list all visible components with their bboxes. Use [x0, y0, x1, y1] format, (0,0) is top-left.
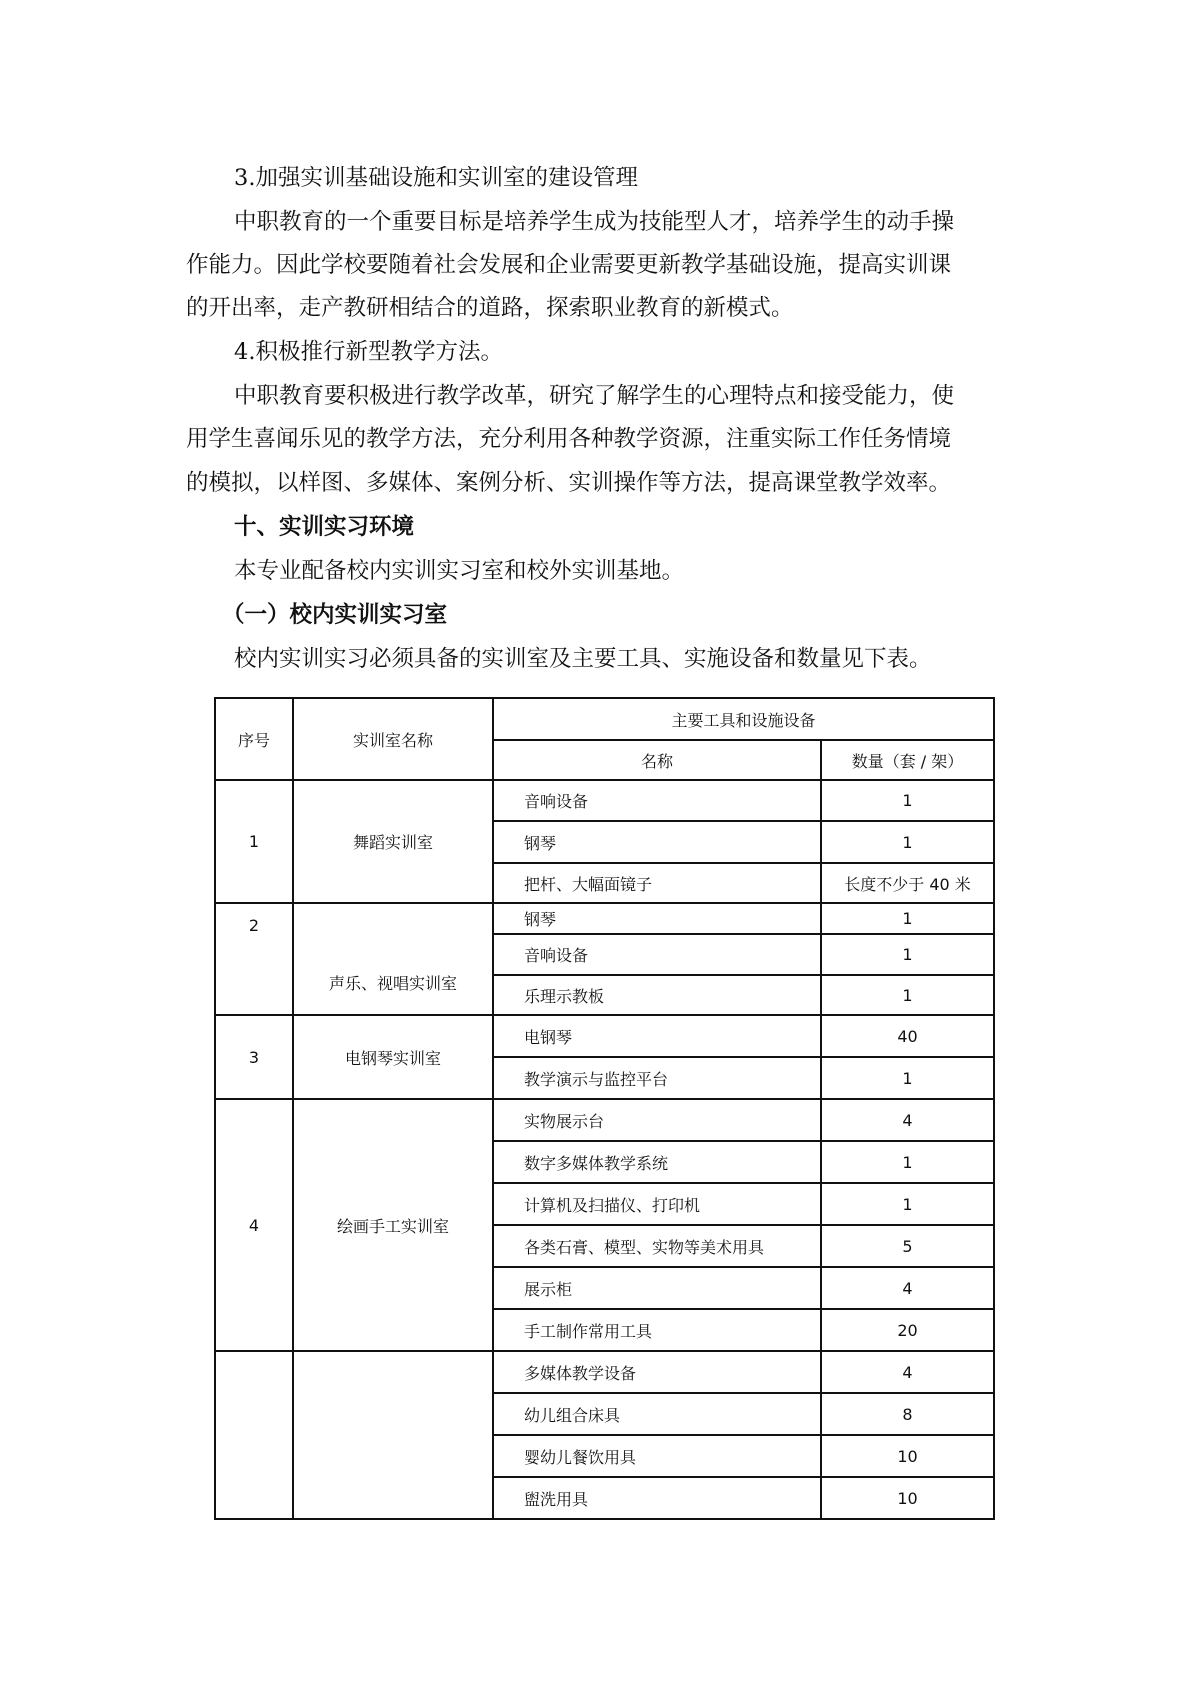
item-qty: 长度不少于 40 米 — [821, 863, 994, 903]
item-name: 各类石膏、模型、实物等美术用具 — [493, 1225, 821, 1267]
paragraph-line: 本专业配备校内实训实习室和校外实训基地。 — [234, 558, 685, 584]
row-room: 声乐、视唱实训室 — [293, 903, 493, 1015]
item-qty: 10 — [821, 1477, 994, 1519]
item-qty: 4 — [821, 1267, 994, 1309]
section-heading: 十、实训实习环境 — [234, 514, 415, 540]
item-name: 教学演示与监控平台 — [493, 1057, 821, 1099]
item-qty: 1 — [821, 934, 994, 975]
paragraph-heading-3: 3.加强实训基础设施和实训室的建设管理 — [234, 165, 638, 191]
header-qty: 数量（套 / 架） — [821, 740, 994, 780]
row-room: 绘画手工实训室 — [293, 1099, 493, 1351]
item-qty: 1 — [821, 1141, 994, 1183]
item-name: 婴幼儿餐饮用具 — [493, 1435, 821, 1477]
row-room: 电钢琴实训室 — [293, 1015, 493, 1099]
table-row — [215, 1099, 994, 1141]
item-qty: 4 — [821, 1099, 994, 1141]
row-room — [293, 1351, 493, 1519]
item-qty: 20 — [821, 1309, 994, 1351]
paragraph-line: 中职教育的一个重要目标是培养学生成为技能型人才，培养学生的动手操 — [234, 209, 955, 235]
item-qty: 1 — [821, 780, 994, 821]
row-seq: 4 — [215, 1099, 293, 1351]
header-room: 实训室名称 — [293, 698, 493, 780]
item-name: 电钢琴 — [493, 1015, 821, 1057]
item-name: 乐理示教板 — [493, 975, 821, 1015]
item-qty: 1 — [821, 903, 994, 934]
header-name: 名称 — [493, 740, 821, 780]
subsection-heading: （一）校内实训实习室 — [222, 602, 448, 628]
paragraph-line: 中职教育要积极进行教学改革，研究了解学生的心理特点和接受能力，使 — [234, 383, 955, 409]
item-name: 音响设备 — [493, 780, 821, 821]
item-qty: 10 — [821, 1435, 994, 1477]
item-qty: 8 — [821, 1393, 994, 1435]
row-seq: 2 — [215, 903, 293, 1015]
table-row — [215, 1351, 994, 1393]
table-row — [215, 780, 994, 821]
paragraph-line: 的模拟，以样图、多媒体、案例分析、实训操作等方法，提高课堂教学效率。 — [186, 470, 952, 496]
paragraph-line: 用学生喜闻乐见的教学方法，充分利用各种教学资源，注重实际工作任务情境 — [186, 426, 952, 452]
item-name: 计算机及扫描仪、打印机 — [493, 1183, 821, 1225]
row-room: 舞蹈实训室 — [293, 780, 493, 903]
paragraph-heading-4: 4.积极推行新型教学方法。 — [234, 339, 503, 365]
item-qty: 1 — [821, 975, 994, 1015]
equipment-table — [214, 697, 995, 1520]
row-seq: 3 — [215, 1015, 293, 1099]
header-seq: 序号 — [215, 698, 293, 780]
item-name: 数字多媒体教学系统 — [493, 1141, 821, 1183]
paragraph-line: 校内实训实习必须具备的实训室及主要工具、实施设备和数量见下表。 — [234, 646, 932, 672]
item-name: 多媒体教学设备 — [493, 1351, 821, 1393]
item-name: 手工制作常用工具 — [493, 1309, 821, 1351]
item-name: 幼儿组合床具 — [493, 1393, 821, 1435]
item-name: 把杆、大幅面镜子 — [493, 863, 821, 903]
table-row — [215, 903, 994, 934]
item-qty: 40 — [821, 1015, 994, 1057]
header-group: 主要工具和设施设备 — [493, 698, 994, 740]
item-qty: 5 — [821, 1225, 994, 1267]
item-name: 音响设备 — [493, 934, 821, 975]
paragraph-line: 作能力。因此学校要随着社会发展和企业需要更新教学基础设施，提高实训课 — [186, 252, 952, 278]
row-seq — [215, 1351, 293, 1519]
table-row — [215, 1015, 994, 1057]
item-qty: 1 — [821, 821, 994, 863]
item-qty: 1 — [821, 1183, 994, 1225]
paragraph-line: 的开出率，走产教研相结合的道路，探索职业教育的新模式。 — [186, 295, 794, 321]
item-name: 钢琴 — [493, 821, 821, 863]
item-name: 展示柜 — [493, 1267, 821, 1309]
item-qty: 1 — [821, 1057, 994, 1099]
item-qty: 4 — [821, 1351, 994, 1393]
item-name: 钢琴 — [493, 903, 821, 934]
item-name: 盥洗用具 — [493, 1477, 821, 1519]
row-seq: 1 — [215, 780, 293, 903]
item-name: 实物展示台 — [493, 1099, 821, 1141]
